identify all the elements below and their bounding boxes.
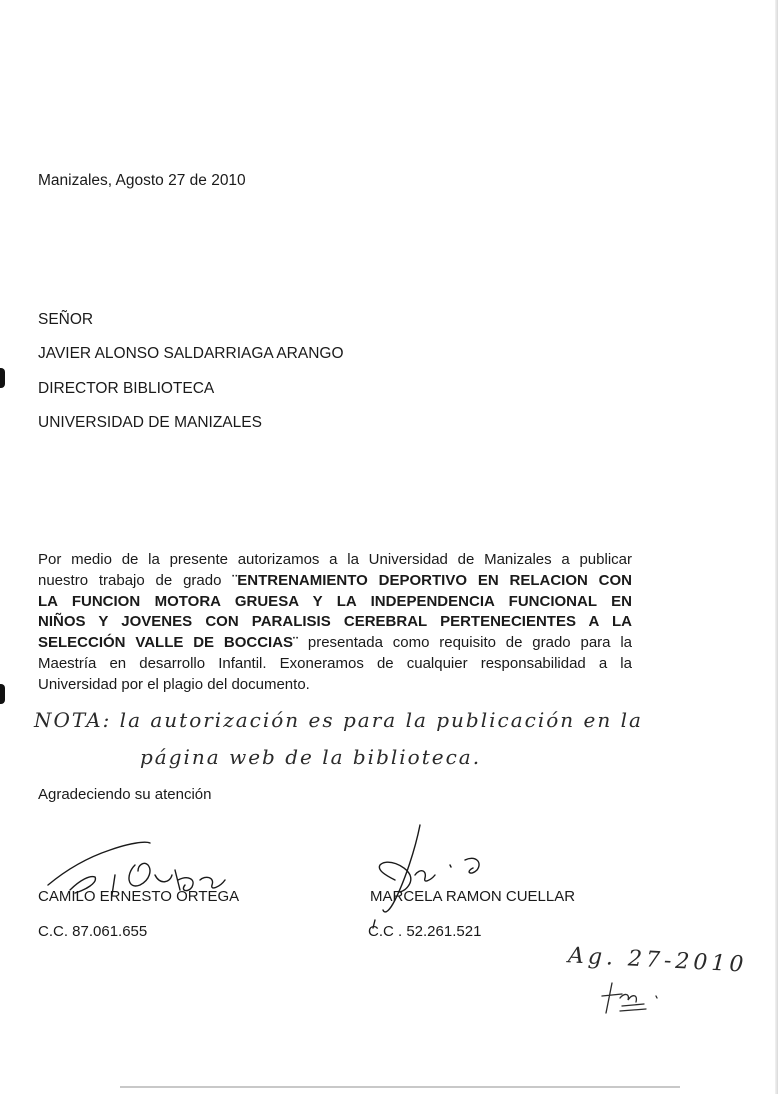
thesis-title-part-1: ¨ENTRENAMIENTO DEPORTIVO EN RELACION CON (232, 571, 632, 589)
signatory-1-name: CAMILO ERNESTO ORTEGA (38, 888, 240, 905)
punch-hole-mark-bottom (0, 684, 5, 704)
body-line-5 (38, 633, 632, 654)
body-line-2-prefix: nuestro trabajo de grado (38, 571, 233, 589)
signatory-2-name: MARCELA RAMON CUELLAR (370, 888, 576, 905)
letter-date: Manizales, Agosto 27 de 2010 (38, 172, 246, 189)
body-line-7: Universidad por el plagio del documento. (38, 675, 310, 693)
signatory-2-id: C.C . 52.261.521 (368, 923, 482, 940)
letter-closing: Agradeciendo su atención (38, 786, 212, 803)
recipient-name: JAVIER ALONSO SALDARRIAGA ARANGO (38, 345, 344, 362)
scan-bottom-artifact (120, 1086, 680, 1088)
handwritten-receipt-date: Ag. 27-2010 (567, 943, 748, 978)
handwritten-initials (600, 978, 680, 1018)
handwritten-note-line-2: página web de la biblioteca. (140, 745, 482, 769)
punch-hole-mark-top (0, 368, 5, 388)
recipient-salutation: SEÑOR (38, 311, 94, 328)
recipient-position: DIRECTOR BIBLIOTECA (38, 380, 215, 397)
thesis-title-part-3: NIÑOS Y JOVENES CON PARALISIS CEREBRAL PERTENECIENTES A LA (38, 613, 632, 631)
thesis-title-part-2: LA FUNCION MOTORA GRUESA Y LA INDEPENDENCIA FUNCIONAL EN (38, 592, 632, 610)
body-line-1: Por medio de la presente autorizamos a la Universidad de Manizales a publicar (38, 551, 632, 568)
body-line-2 (38, 571, 632, 592)
signatory-1-id: C.C. 87.061.655 (38, 923, 148, 940)
handwritten-note-line-1: NOTA: la autorización es para la publicación en la (34, 708, 643, 732)
recipient-institution: UNIVERSIDAD DE MANIZALES (38, 414, 262, 431)
body-line-5-suffix: presentada como requisito de grado para la (298, 634, 632, 652)
signature-marcela-ramon (365, 820, 505, 930)
thesis-title-part-4: SELECCIÓN VALLE DE BOCCIAS¨ (38, 634, 299, 652)
body-line-6: Maestría en desarrollo Infantil. Exoneramos de cualquier responsabilidad a la (38, 654, 632, 672)
letter-body (38, 550, 632, 696)
